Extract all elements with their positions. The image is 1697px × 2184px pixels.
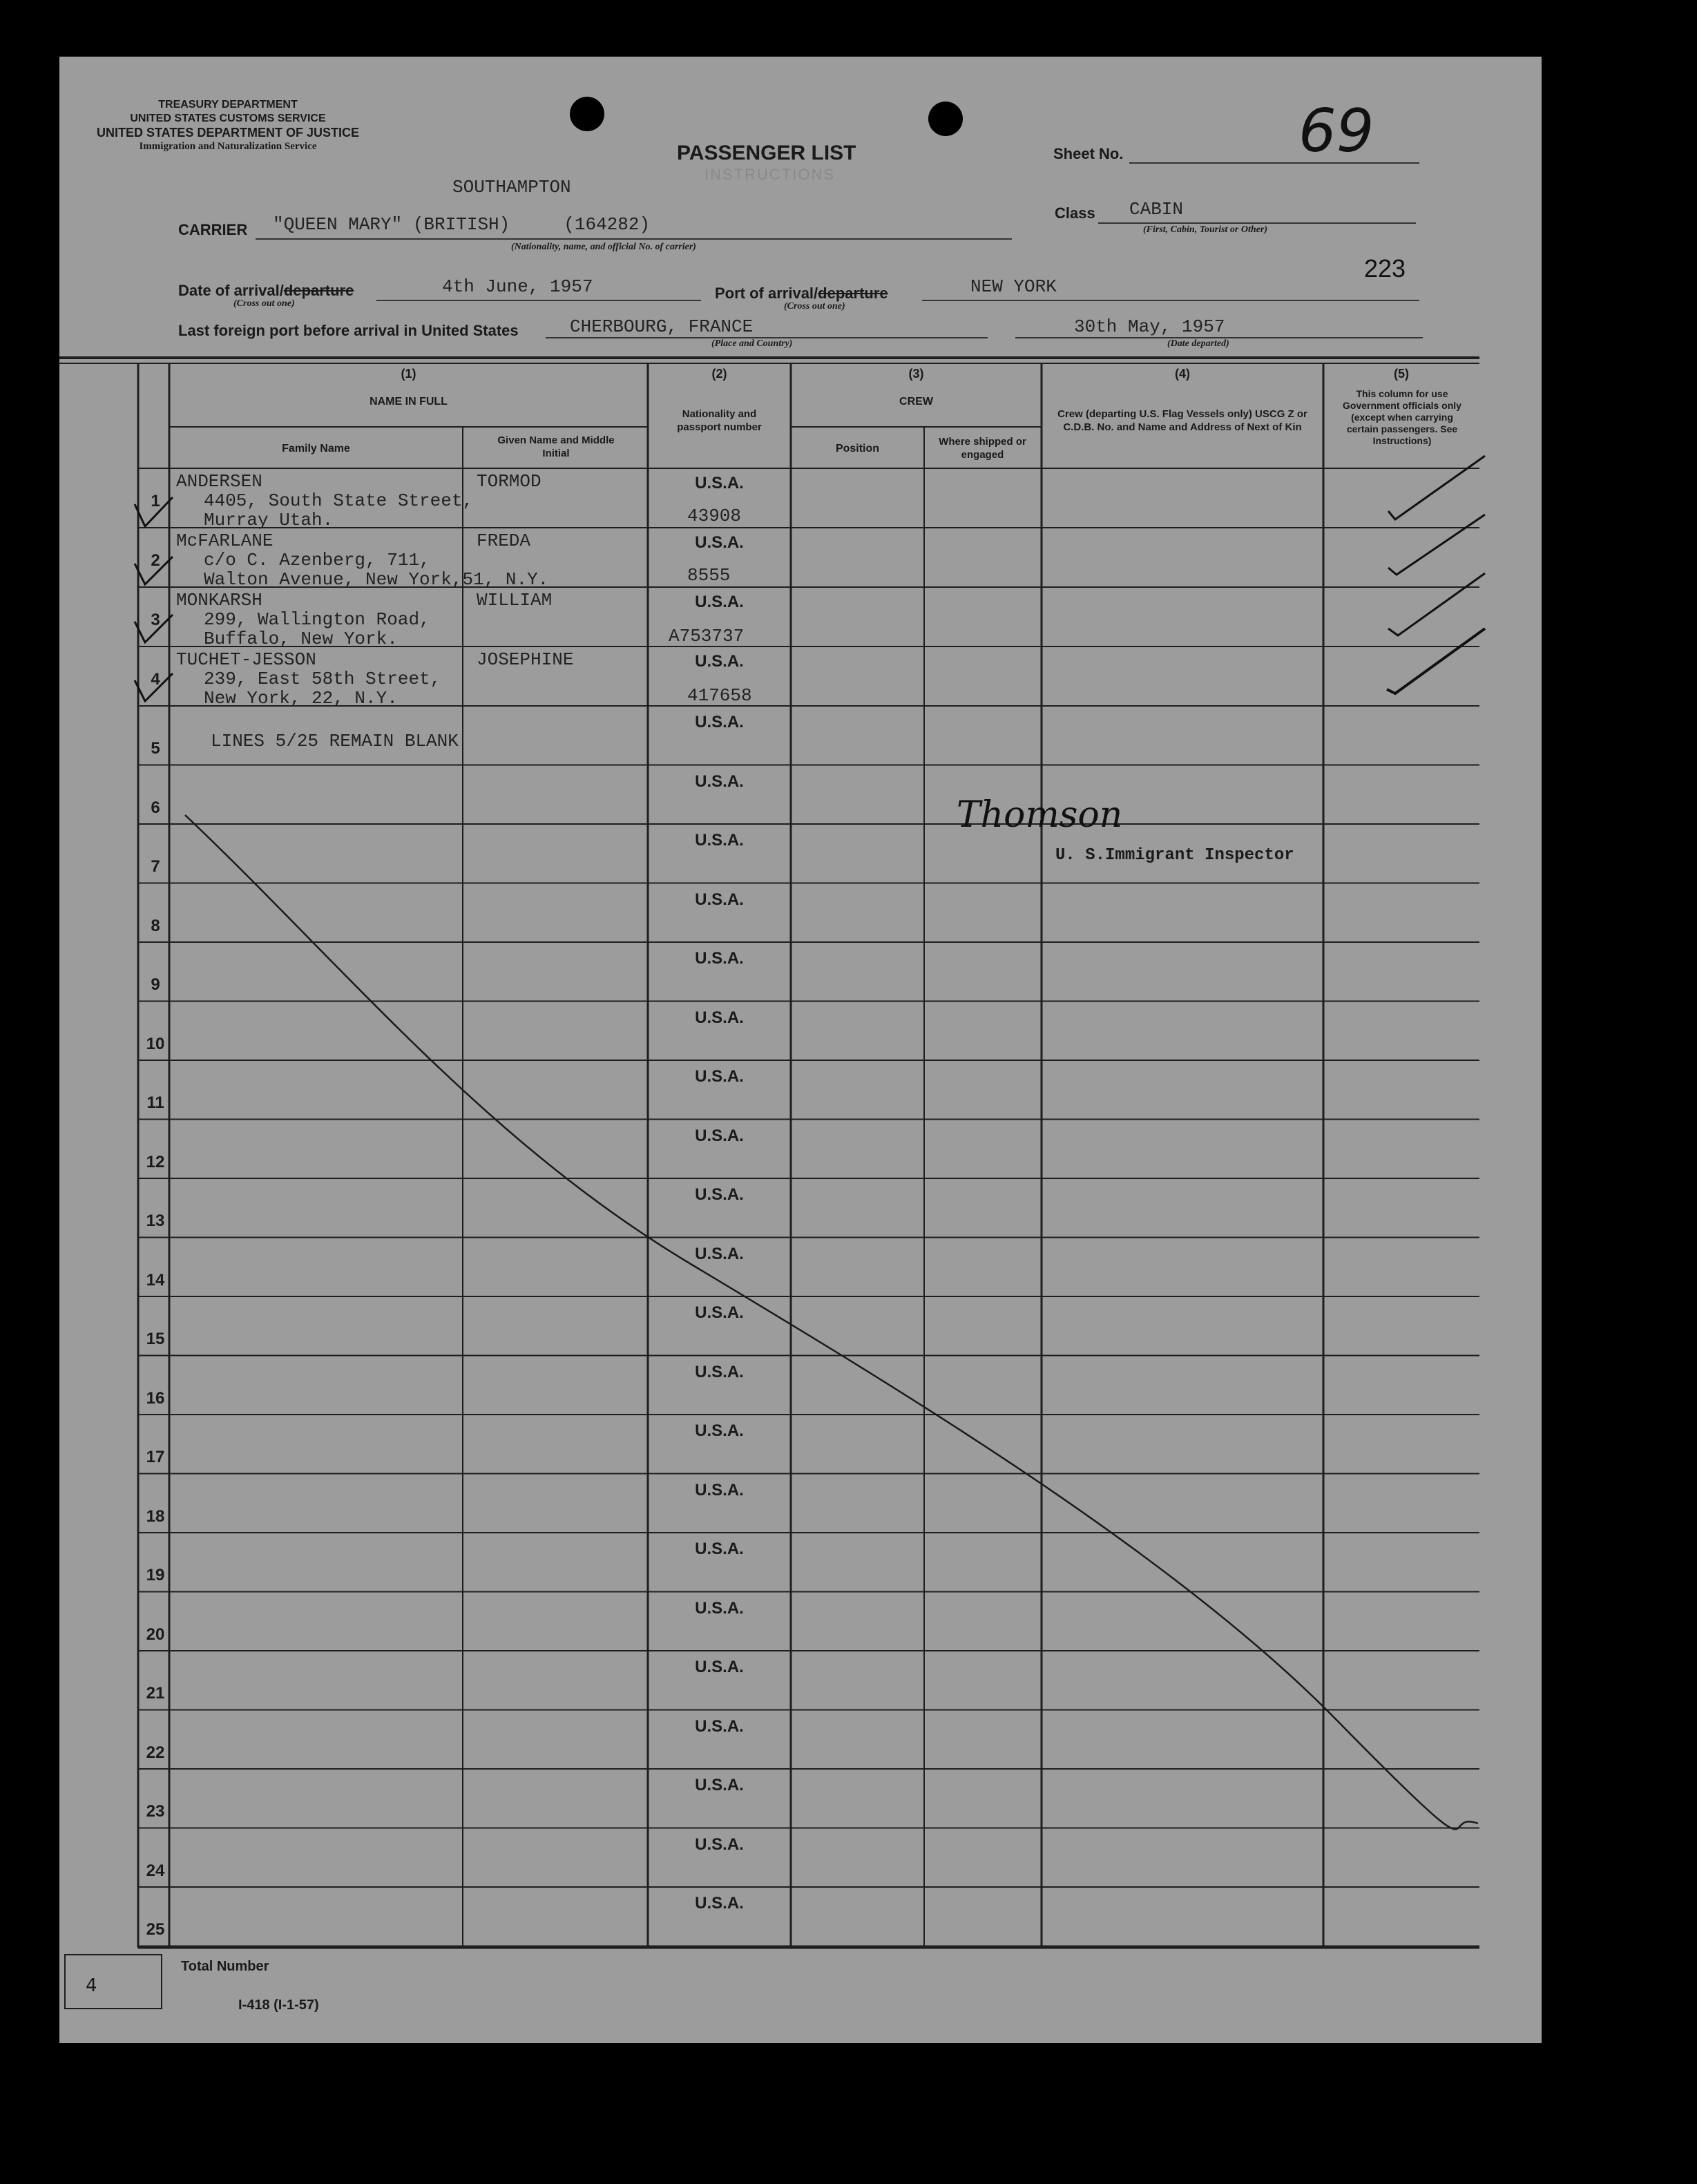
carrier-value: "QUEEN MARY" (BRITISH) (164282) bbox=[273, 214, 651, 235]
col3-num: (3) bbox=[908, 367, 924, 381]
nationality: U.S.A. bbox=[695, 1244, 744, 1263]
row-number: 19 bbox=[146, 1566, 165, 1584]
blank-lines-note: LINES 5/25 REMAIN BLANK bbox=[211, 731, 459, 751]
row-number: 6 bbox=[151, 798, 160, 817]
row-number: 10 bbox=[146, 1034, 165, 1053]
nationality: U.S.A. bbox=[695, 1716, 744, 1736]
row-number: 2 bbox=[151, 551, 160, 570]
last-port-value: CHERBOURG, FRANCE bbox=[570, 316, 754, 337]
date-note: (Cross out one) bbox=[233, 298, 295, 309]
total-number-label: Total Number bbox=[181, 1959, 269, 1974]
given-name: JOSEPHINE bbox=[477, 649, 574, 670]
carrier-label: CARRIER bbox=[178, 221, 248, 238]
col4-title: Crew (departing U.S. Flag Vessels only) USCG Z or C.D.B. No. and Name and Address of Next of Kin bbox=[1057, 408, 1307, 433]
port-label: Port of arrival/departure bbox=[715, 285, 888, 302]
stamp-number: 223 bbox=[1364, 254, 1406, 282]
tick-mark-1 bbox=[1388, 456, 1485, 519]
row-number: 18 bbox=[146, 1506, 165, 1526]
nationality: U.S.A. bbox=[695, 772, 744, 791]
col5-title: This column for use Government officials only (except when carrying certain passengers. See Instructions) bbox=[1343, 388, 1461, 446]
given-name: TORMOD bbox=[477, 471, 541, 492]
given-name: WILLIAM bbox=[477, 590, 553, 611]
last-port-label: Last foreign port before arrival in United States bbox=[178, 322, 519, 339]
agency-line-2: UNITED STATES CUSTOMS SERVICE bbox=[130, 113, 326, 124]
col3b-title: Where shipped or engaged bbox=[939, 436, 1026, 461]
row-number: 17 bbox=[146, 1448, 165, 1466]
tick-mark-4 bbox=[1387, 629, 1485, 693]
row-number: 23 bbox=[146, 1802, 165, 1821]
total-number-value: 4 bbox=[86, 1975, 97, 1996]
class-value: CABIN bbox=[1129, 199, 1184, 220]
nationality: U.S.A. bbox=[695, 1540, 744, 1558]
agency-line-3: UNITED STATES DEPARTMENT OF JUSTICE bbox=[96, 126, 359, 140]
nationality: U.S.A. bbox=[695, 474, 744, 492]
row-number: 3 bbox=[151, 611, 160, 629]
nationality: U.S.A. bbox=[695, 1835, 744, 1854]
row-number: 22 bbox=[146, 1743, 165, 1762]
port-note: (Cross out one) bbox=[784, 301, 845, 312]
nationality: U.S.A. bbox=[695, 831, 744, 850]
port-departure-struck: departure bbox=[818, 285, 888, 302]
departed-note: (Date departed) bbox=[1167, 338, 1229, 349]
nationality: U.S.A. bbox=[695, 1894, 744, 1913]
arrival-port: NEW YORK bbox=[970, 276, 1057, 297]
family-name: TUCHET-JESSON bbox=[176, 649, 316, 670]
nationality: U.S.A. bbox=[695, 949, 744, 968]
agency-line-1: TREASURY DEPARTMENT bbox=[158, 99, 298, 111]
row-number: 25 bbox=[146, 1920, 165, 1939]
col5-num: (5) bbox=[1394, 367, 1409, 381]
row-number: 9 bbox=[151, 975, 160, 994]
address-line-2: Walton Avenue, New York,51, N.Y. bbox=[204, 569, 549, 590]
nationality: U.S.A. bbox=[695, 1658, 744, 1676]
address-line-2: Buffalo, New York. bbox=[204, 629, 398, 649]
nationality: U.S.A. bbox=[695, 1598, 744, 1618]
row-number: 15 bbox=[146, 1330, 165, 1348]
sheet-no-label: Sheet No. bbox=[1053, 145, 1124, 162]
nationality: U.S.A. bbox=[695, 593, 744, 611]
faint-instructions: INSTRUCTIONS bbox=[704, 166, 835, 183]
inspector-signature: Thomson bbox=[957, 794, 1123, 836]
col2-title: Nationality and passport number bbox=[677, 408, 762, 433]
family-name: MONKARSH bbox=[176, 590, 262, 611]
carrier-note: (Nationality, name, and official No. of carrier) bbox=[511, 242, 696, 252]
nationality: U.S.A. bbox=[695, 1362, 744, 1381]
nationality: U.S.A. bbox=[695, 713, 744, 731]
row-number: 14 bbox=[146, 1270, 165, 1290]
row-number: 16 bbox=[146, 1388, 165, 1408]
nationality: U.S.A. bbox=[695, 533, 744, 552]
passport-number: 417658 bbox=[687, 685, 752, 706]
nationality: U.S.A. bbox=[695, 1008, 744, 1027]
address-line-1: c/o C. Azenberg, 711, bbox=[204, 550, 430, 571]
address-line-2: New York, 22, N.Y. bbox=[204, 688, 398, 709]
row-number: 11 bbox=[146, 1093, 164, 1112]
family-name: McFARLANE bbox=[176, 530, 274, 551]
row-number: 20 bbox=[146, 1625, 165, 1644]
nationality: U.S.A. bbox=[695, 890, 744, 909]
sheet-no-value: 69 bbox=[1298, 97, 1374, 166]
passport-number: A753737 bbox=[669, 626, 745, 646]
tick-mark-2 bbox=[1388, 515, 1485, 575]
row-number: 4 bbox=[151, 670, 160, 689]
row-number: 13 bbox=[146, 1211, 165, 1230]
last-port-note: (Place and Country) bbox=[711, 338, 793, 349]
family-name: ANDERSEN bbox=[176, 471, 262, 492]
col1-title: NAME IN FULL bbox=[370, 396, 448, 408]
nationality: U.S.A. bbox=[695, 652, 744, 671]
port-of-embarkation: SOUTHAMPTON bbox=[452, 177, 571, 198]
agency-line-4: Immigration and Naturalization Service bbox=[139, 141, 317, 152]
class-note: (First, Cabin, Tourist or Other) bbox=[1143, 224, 1267, 235]
address-line-1: 299, Wallington Road, bbox=[204, 609, 430, 630]
row-number: 1 bbox=[151, 492, 160, 510]
col1b-title: Given Name and Middle Initial bbox=[497, 434, 615, 459]
nationality: U.S.A. bbox=[695, 1126, 744, 1145]
row-number: 12 bbox=[146, 1152, 165, 1171]
class-label: Class bbox=[1055, 204, 1095, 222]
arrival-date: 4th June, 1957 bbox=[442, 276, 593, 297]
nationality: U.S.A. bbox=[695, 1776, 744, 1794]
nationality: U.S.A. bbox=[695, 1421, 744, 1440]
col4-num: (4) bbox=[1175, 367, 1190, 381]
address-line-1: 4405, South State Street, bbox=[204, 490, 474, 511]
row-number: 21 bbox=[146, 1684, 165, 1703]
col3-title: CREW bbox=[899, 396, 933, 408]
nationality: U.S.A. bbox=[695, 1067, 744, 1086]
given-name: FREDA bbox=[477, 530, 531, 551]
tick-mark-3 bbox=[1388, 573, 1485, 635]
passport-number: 43908 bbox=[687, 506, 742, 526]
nationality: U.S.A. bbox=[695, 1480, 744, 1500]
date-label: Date of arrival/departure bbox=[178, 282, 354, 299]
form-title: PASSENGER LIST bbox=[677, 142, 856, 164]
address-line-2: Murray Utah. bbox=[204, 510, 334, 530]
row-number: 24 bbox=[146, 1861, 165, 1880]
departed-date: 30th May, 1957 bbox=[1074, 316, 1225, 337]
address-line-1: 239, East 58th Street, bbox=[204, 669, 441, 689]
passport-number: 8555 bbox=[687, 565, 731, 586]
col1a-title: Family Name bbox=[282, 443, 350, 454]
col2-num: (2) bbox=[711, 367, 727, 381]
nationality: U.S.A. bbox=[695, 1185, 744, 1204]
form-number: I-418 (I-1-57) bbox=[238, 1998, 319, 2013]
cancel-line bbox=[185, 815, 1478, 1829]
inspector-title: U. S.Immigrant Inspector bbox=[1055, 846, 1294, 865]
row-number: 7 bbox=[151, 857, 160, 876]
row-number: 5 bbox=[151, 739, 160, 758]
nationality: U.S.A. bbox=[695, 1303, 744, 1322]
col1-num: (1) bbox=[401, 367, 416, 381]
col3a-title: Position bbox=[835, 443, 880, 454]
departure-struck: departure bbox=[283, 282, 354, 299]
row-number: 8 bbox=[151, 916, 160, 935]
